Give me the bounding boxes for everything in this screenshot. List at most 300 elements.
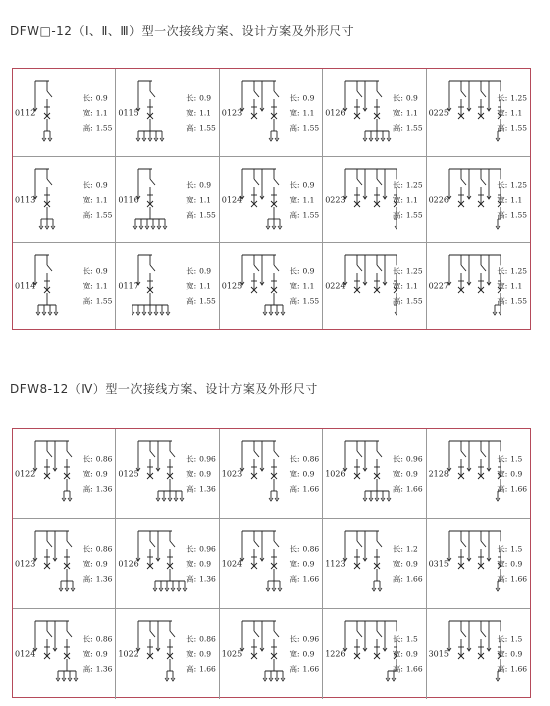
dimension-value: 1.66 bbox=[405, 664, 423, 674]
dimensions bbox=[393, 264, 423, 309]
dimension-height bbox=[83, 294, 113, 309]
dimension-value: 0.86 bbox=[302, 454, 320, 463]
dimension-value: 1.1 bbox=[199, 195, 212, 204]
scheme-cell bbox=[323, 157, 426, 243]
dimension-label: 宽: bbox=[392, 469, 403, 478]
dimension-label: 宽: bbox=[497, 469, 508, 478]
dimension-label: 长: bbox=[497, 180, 508, 189]
dimension-value: 1.66 bbox=[302, 664, 320, 674]
dimension-height bbox=[289, 207, 319, 222]
dimension-height bbox=[289, 481, 319, 496]
dimension-label: 高: bbox=[392, 296, 403, 306]
dimension-label: 长: bbox=[497, 454, 508, 463]
dimension-label: 长: bbox=[392, 634, 403, 644]
dimension-label: 高: bbox=[289, 123, 300, 132]
dimension-value: 1.1 bbox=[95, 195, 108, 204]
dimension-value: 0.86 bbox=[95, 634, 113, 644]
wiring-diagram-icon bbox=[339, 251, 397, 321]
scheme-cell bbox=[220, 609, 323, 699]
scheme-cell bbox=[220, 519, 323, 609]
dimension-length bbox=[393, 177, 423, 192]
dimension-height bbox=[186, 120, 216, 135]
dimension-value: 1.55 bbox=[199, 296, 216, 306]
dimension-label: 高: bbox=[392, 210, 403, 219]
dimension-label: 宽: bbox=[392, 108, 403, 117]
dimension-label: 高: bbox=[82, 123, 93, 132]
dimension-width bbox=[186, 105, 216, 120]
dimension-height bbox=[393, 120, 423, 135]
wiring-diagram-icon bbox=[236, 251, 294, 321]
dimension-value: 0.86 bbox=[95, 544, 113, 553]
dimension-width bbox=[289, 466, 319, 481]
dimensions bbox=[186, 541, 216, 586]
dimension-label: 长: bbox=[82, 454, 93, 463]
scheme-code: 0115 bbox=[118, 108, 139, 117]
wiring-diagram-icon bbox=[443, 617, 501, 687]
dimension-label: 高: bbox=[82, 664, 93, 674]
scheme-cell bbox=[427, 69, 530, 157]
dimensions bbox=[83, 541, 113, 586]
wiring-diagram-icon bbox=[236, 437, 294, 507]
dimension-label: 宽: bbox=[497, 649, 508, 659]
dimension-height bbox=[497, 294, 527, 309]
scheme-cell bbox=[116, 69, 219, 157]
scheme-code: 3015 bbox=[428, 649, 449, 659]
dimension-value: 1.55 bbox=[405, 123, 423, 132]
scheme-code: 0224 bbox=[325, 281, 346, 291]
dimensions bbox=[186, 451, 216, 496]
dimension-length bbox=[497, 177, 527, 192]
wiring-diagram-icon bbox=[132, 251, 190, 321]
dimension-value: 1.66 bbox=[405, 484, 423, 493]
scheme-cell bbox=[13, 243, 116, 329]
dimension-height bbox=[497, 571, 527, 586]
dimension-width bbox=[83, 105, 113, 120]
dimension-label: 宽: bbox=[82, 281, 93, 291]
scheme-code: 2128 bbox=[428, 469, 449, 478]
dimension-width bbox=[83, 556, 113, 571]
scheme-cell bbox=[427, 429, 530, 519]
scheme-cell bbox=[13, 157, 116, 243]
scheme-code: 0223 bbox=[325, 195, 346, 204]
dimension-height bbox=[83, 120, 113, 135]
dimension-label: 宽: bbox=[497, 281, 508, 291]
dimension-value: 1.1 bbox=[199, 281, 212, 291]
dimension-label: 高: bbox=[186, 574, 197, 583]
dimension-label: 长: bbox=[497, 634, 508, 644]
dimension-value: 0.9 bbox=[405, 559, 418, 568]
dimension-value: 1.1 bbox=[302, 108, 315, 117]
dimension-value: 1.55 bbox=[510, 296, 527, 306]
dimension-value: 1.55 bbox=[302, 123, 320, 132]
scheme-code: 0125 bbox=[118, 469, 139, 478]
dimension-value: 1.5 bbox=[510, 454, 523, 463]
section1-scheme-table bbox=[12, 68, 531, 330]
dimensions bbox=[393, 541, 423, 586]
scheme-code: 0226 bbox=[428, 195, 449, 204]
dimension-height bbox=[497, 207, 527, 222]
dimension-height bbox=[289, 294, 319, 309]
dimension-value: 0.9 bbox=[510, 559, 523, 568]
dimension-value: 0.96 bbox=[302, 634, 320, 644]
dimensions bbox=[83, 264, 113, 309]
scheme-cell bbox=[427, 519, 530, 609]
dimension-height bbox=[393, 571, 423, 586]
wiring-diagram-icon bbox=[29, 251, 87, 321]
dimension-label: 宽: bbox=[392, 195, 403, 204]
dimension-label: 长: bbox=[289, 544, 300, 553]
dimension-value: 1.5 bbox=[510, 544, 523, 553]
scheme-cell bbox=[427, 157, 530, 243]
dimension-label: 长: bbox=[392, 544, 403, 553]
dimension-label: 长: bbox=[186, 180, 197, 189]
dimension-value: 0.9 bbox=[302, 559, 315, 568]
scheme-code: 0122 bbox=[15, 469, 36, 478]
dimension-value: 1.55 bbox=[302, 210, 320, 219]
dimension-value: 0.96 bbox=[199, 454, 216, 463]
wiring-diagram-icon bbox=[443, 77, 501, 147]
scheme-code: 0113 bbox=[15, 195, 36, 204]
dimension-length bbox=[289, 541, 319, 556]
dimensions bbox=[497, 177, 527, 222]
dimension-length bbox=[393, 451, 423, 466]
dimensions bbox=[393, 90, 423, 135]
dimension-label: 长: bbox=[186, 93, 197, 102]
dimensions bbox=[83, 632, 113, 677]
dimension-label: 高: bbox=[82, 574, 93, 583]
dimension-width bbox=[83, 466, 113, 481]
dimension-width bbox=[393, 192, 423, 207]
wiring-diagram-icon bbox=[236, 165, 294, 235]
dimension-value: 0.86 bbox=[302, 544, 320, 553]
dimension-label: 宽: bbox=[186, 559, 197, 568]
dimension-value: 1.55 bbox=[95, 210, 113, 219]
dimension-label: 长: bbox=[82, 93, 93, 102]
scheme-code: 1026 bbox=[325, 469, 346, 478]
dimension-label: 高: bbox=[497, 210, 508, 219]
dimension-value: 1.1 bbox=[95, 281, 108, 291]
dimension-label: 宽: bbox=[289, 469, 300, 478]
dimension-label: 宽: bbox=[392, 649, 403, 659]
dimension-value: 1.2 bbox=[405, 544, 418, 553]
scheme-cell bbox=[220, 429, 323, 519]
dimension-label: 高: bbox=[289, 664, 300, 674]
dimension-value: 0.9 bbox=[510, 649, 523, 659]
dimension-value: 1.5 bbox=[405, 634, 418, 644]
dimensions bbox=[497, 90, 527, 135]
scheme-code: 0112 bbox=[15, 108, 36, 117]
scheme-code: 0315 bbox=[428, 559, 449, 568]
scheme-code: 0116 bbox=[118, 195, 139, 204]
dimension-value: 1.66 bbox=[510, 484, 527, 493]
scheme-code: 0126 bbox=[118, 559, 139, 568]
dimension-value: 1.55 bbox=[405, 296, 423, 306]
dimension-length bbox=[289, 632, 319, 647]
dimension-label: 长: bbox=[82, 634, 93, 644]
dimension-label: 宽: bbox=[82, 649, 93, 659]
dimension-value: 0.9 bbox=[405, 649, 418, 659]
dimension-label: 高: bbox=[497, 484, 508, 493]
dimension-length bbox=[186, 90, 216, 105]
scheme-code: 0124 bbox=[15, 649, 36, 659]
dimension-value: 1.55 bbox=[510, 210, 527, 219]
dimension-width bbox=[289, 105, 319, 120]
dimension-length bbox=[83, 264, 113, 279]
dimension-value: 1.66 bbox=[405, 574, 423, 583]
dimension-height bbox=[83, 662, 113, 677]
dimension-height bbox=[83, 481, 113, 496]
scheme-cell bbox=[116, 609, 219, 699]
dimension-length bbox=[497, 264, 527, 279]
dimension-value: 0.96 bbox=[405, 454, 423, 463]
wiring-diagram-icon bbox=[29, 617, 87, 687]
dimensions bbox=[289, 541, 319, 586]
dimension-value: 1.66 bbox=[302, 574, 320, 583]
dimension-label: 宽: bbox=[289, 195, 300, 204]
wiring-diagram-icon bbox=[29, 165, 87, 235]
dimension-length bbox=[289, 90, 319, 105]
dimension-value: 1.25 bbox=[510, 93, 527, 102]
wiring-diagram-icon bbox=[443, 165, 501, 235]
dimension-label: 高: bbox=[289, 296, 300, 306]
dimension-label: 长: bbox=[497, 266, 508, 276]
scheme-cell bbox=[116, 157, 219, 243]
dimension-label: 宽: bbox=[186, 469, 197, 478]
dimension-length bbox=[289, 451, 319, 466]
dimension-value: 0.9 bbox=[95, 266, 108, 276]
dimension-value: 1.36 bbox=[199, 484, 216, 493]
scheme-cell bbox=[13, 519, 116, 609]
scheme-cell bbox=[220, 69, 323, 157]
dimension-length bbox=[83, 632, 113, 647]
dimension-label: 长: bbox=[392, 266, 403, 276]
dimension-value: 0.9 bbox=[199, 180, 212, 189]
dimension-label: 宽: bbox=[497, 559, 508, 568]
dimension-label: 高: bbox=[186, 484, 197, 493]
dimension-value: 0.86 bbox=[199, 634, 216, 644]
dimension-label: 长: bbox=[186, 544, 197, 553]
dimension-label: 高: bbox=[82, 484, 93, 493]
dimension-height bbox=[186, 571, 216, 586]
dimension-label: 宽: bbox=[392, 281, 403, 291]
scheme-code: 1123 bbox=[325, 559, 346, 568]
dimension-label: 长: bbox=[186, 634, 197, 644]
dimension-value: 1.55 bbox=[199, 210, 216, 219]
dimension-height bbox=[186, 207, 216, 222]
dimension-label: 长: bbox=[392, 180, 403, 189]
wiring-diagram-icon bbox=[236, 527, 294, 597]
dimension-value: 0.9 bbox=[302, 649, 315, 659]
dimension-value: 1.55 bbox=[95, 296, 113, 306]
dimensions bbox=[83, 451, 113, 496]
dimension-label: 高: bbox=[392, 664, 403, 674]
dimension-value: 1.1 bbox=[405, 195, 418, 204]
dimension-width bbox=[186, 556, 216, 571]
wiring-diagram-icon bbox=[29, 437, 87, 507]
wiring-diagram-icon bbox=[132, 527, 190, 597]
dimension-width bbox=[83, 279, 113, 294]
wiring-diagram-icon bbox=[339, 437, 397, 507]
dimension-height bbox=[186, 481, 216, 496]
wiring-diagram-icon bbox=[236, 617, 294, 687]
scheme-cell bbox=[323, 429, 426, 519]
wiring-diagram-icon bbox=[339, 527, 397, 597]
wiring-diagram-icon bbox=[339, 77, 397, 147]
dimensions bbox=[497, 632, 527, 677]
scheme-cell bbox=[220, 243, 323, 329]
dimension-value: 1.66 bbox=[510, 664, 527, 674]
dimension-label: 高: bbox=[497, 123, 508, 132]
scheme-cell bbox=[116, 429, 219, 519]
dimension-width bbox=[289, 279, 319, 294]
dimension-label: 长: bbox=[186, 454, 197, 463]
dimension-width bbox=[186, 192, 216, 207]
dimension-height bbox=[393, 662, 423, 677]
dimension-label: 长: bbox=[82, 266, 93, 276]
dimension-height bbox=[83, 571, 113, 586]
dimension-label: 宽: bbox=[289, 281, 300, 291]
dimension-length bbox=[393, 632, 423, 647]
dimension-height bbox=[289, 571, 319, 586]
dimension-value: 0.96 bbox=[199, 544, 216, 553]
dimension-value: 0.9 bbox=[95, 93, 108, 102]
dimension-width bbox=[497, 279, 527, 294]
dimension-width bbox=[393, 279, 423, 294]
dimension-value: 1.25 bbox=[405, 266, 423, 276]
dimension-value: 1.25 bbox=[405, 180, 423, 189]
dimension-length bbox=[186, 177, 216, 192]
dimensions bbox=[289, 264, 319, 309]
dimension-length bbox=[289, 177, 319, 192]
dimension-height bbox=[186, 662, 216, 677]
dimension-value: 1.55 bbox=[95, 123, 113, 132]
wiring-diagram-icon bbox=[443, 251, 501, 321]
dimensions bbox=[497, 451, 527, 496]
dimension-value: 0.9 bbox=[95, 649, 108, 659]
dimension-height bbox=[393, 294, 423, 309]
dimension-height bbox=[497, 120, 527, 135]
dimension-value: 1.1 bbox=[95, 108, 108, 117]
dimension-width bbox=[289, 647, 319, 662]
dimension-length bbox=[83, 177, 113, 192]
dimension-label: 宽: bbox=[82, 559, 93, 568]
dimension-length bbox=[186, 451, 216, 466]
dimension-value: 0.9 bbox=[302, 180, 315, 189]
dimension-label: 长: bbox=[289, 266, 300, 276]
wiring-diagram-icon bbox=[443, 437, 501, 507]
dimension-width bbox=[393, 466, 423, 481]
wiring-diagram-icon bbox=[339, 617, 397, 687]
scheme-code: 1024 bbox=[221, 559, 243, 568]
dimension-label: 长: bbox=[82, 180, 93, 189]
dimension-length bbox=[289, 264, 319, 279]
dimension-width bbox=[497, 466, 527, 481]
dimension-value: 0.9 bbox=[510, 469, 523, 478]
dimension-value: 1.1 bbox=[510, 108, 523, 117]
dimensions bbox=[83, 177, 113, 222]
dimension-value: 1.1 bbox=[405, 281, 418, 291]
scheme-cell bbox=[13, 69, 116, 157]
dimension-label: 高: bbox=[186, 664, 197, 674]
dimension-label: 宽: bbox=[186, 281, 197, 291]
scheme-cell bbox=[323, 519, 426, 609]
dimension-value: 0.9 bbox=[302, 266, 315, 276]
scheme-code: 0123 bbox=[15, 559, 36, 568]
dimension-value: 0.9 bbox=[405, 469, 418, 478]
dimension-value: 0.9 bbox=[199, 93, 212, 102]
dimension-height bbox=[289, 120, 319, 135]
dimension-width bbox=[83, 192, 113, 207]
dimensions bbox=[186, 90, 216, 135]
dimension-length bbox=[186, 632, 216, 647]
dimension-length bbox=[83, 90, 113, 105]
scheme-code: 0124 bbox=[221, 195, 243, 204]
dimension-label: 宽: bbox=[186, 649, 197, 659]
scheme-code: 0117 bbox=[118, 281, 139, 291]
dimension-width bbox=[289, 192, 319, 207]
scheme-code: 0126 bbox=[325, 108, 346, 117]
dimensions bbox=[497, 541, 527, 586]
dimension-label: 长: bbox=[289, 180, 300, 189]
dimension-value: 1.1 bbox=[405, 108, 418, 117]
wiring-diagram-icon bbox=[132, 165, 190, 235]
dimension-value: 0.9 bbox=[95, 469, 108, 478]
dimension-label: 高: bbox=[186, 123, 197, 132]
dimension-value: 1.36 bbox=[95, 664, 113, 674]
dimension-value: 0.9 bbox=[199, 649, 212, 659]
wiring-diagram-icon bbox=[132, 437, 190, 507]
wiring-diagram-icon bbox=[443, 527, 501, 597]
dimension-label: 长: bbox=[497, 544, 508, 553]
dimension-height bbox=[289, 662, 319, 677]
dimension-value: 1.55 bbox=[302, 296, 320, 306]
dimension-value: 1.55 bbox=[510, 123, 527, 132]
dimension-label: 宽: bbox=[82, 108, 93, 117]
scheme-cell bbox=[116, 519, 219, 609]
dimension-label: 宽: bbox=[82, 469, 93, 478]
scheme-cell bbox=[323, 69, 426, 157]
scheme-cell bbox=[427, 243, 530, 329]
dimension-height bbox=[497, 481, 527, 496]
dimension-label: 高: bbox=[289, 574, 300, 583]
dimension-value: 0.9 bbox=[199, 469, 212, 478]
dimension-value: 1.36 bbox=[199, 574, 216, 583]
dimensions bbox=[186, 177, 216, 222]
dimension-width bbox=[497, 647, 527, 662]
dimension-value: 1.55 bbox=[199, 123, 216, 132]
dimension-width bbox=[393, 647, 423, 662]
dimension-value: 1.55 bbox=[405, 210, 423, 219]
dimension-label: 长: bbox=[186, 266, 197, 276]
dimension-label: 高: bbox=[186, 210, 197, 219]
dimension-length bbox=[497, 451, 527, 466]
dimension-label: 宽: bbox=[186, 195, 197, 204]
dimension-value: 0.9 bbox=[302, 93, 315, 102]
dimension-length bbox=[83, 541, 113, 556]
dimension-value: 1.1 bbox=[510, 195, 523, 204]
dimension-label: 宽: bbox=[497, 108, 508, 117]
dimension-value: 0.9 bbox=[95, 559, 108, 568]
dimension-length bbox=[186, 541, 216, 556]
dimensions bbox=[289, 90, 319, 135]
section2-title: DFW8-12（Ⅳ）型一次接线方案、设计方案及外形尺寸 bbox=[10, 382, 318, 396]
scheme-code: 1022 bbox=[118, 649, 139, 659]
dimensions bbox=[186, 632, 216, 677]
dimensions bbox=[289, 177, 319, 222]
dimension-width bbox=[393, 556, 423, 571]
scheme-code: 0225 bbox=[428, 108, 449, 117]
dimension-width bbox=[83, 647, 113, 662]
